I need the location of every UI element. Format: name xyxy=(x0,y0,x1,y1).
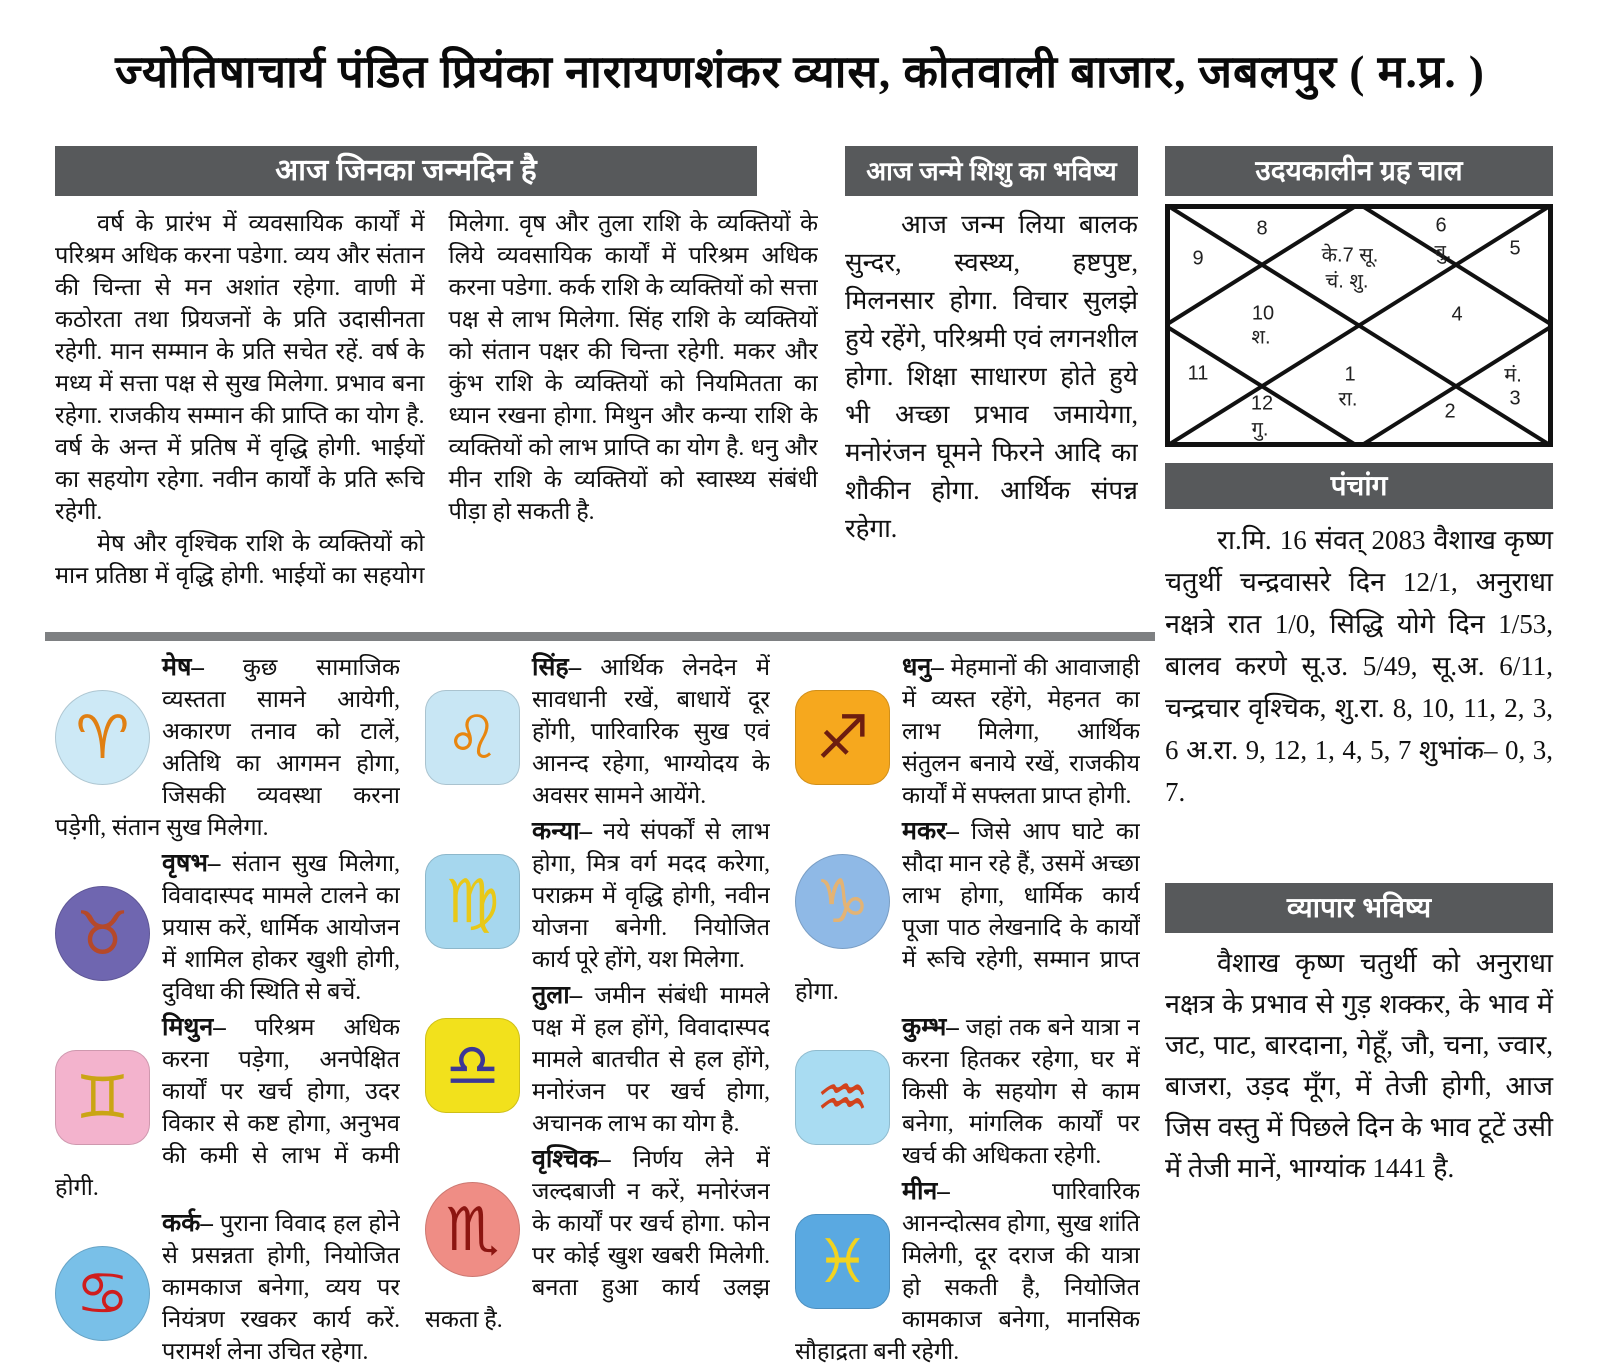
zodiac-sign-name: सिंह– xyxy=(532,654,582,681)
zodiac-entry-kumbh xyxy=(795,1012,1140,1172)
birthday-section xyxy=(55,146,818,612)
zodiac-entry-vrishchik xyxy=(425,1144,770,1336)
gemini-icon: ♊ xyxy=(55,1050,150,1145)
zodiac-entry-kark xyxy=(55,1208,400,1368)
zodiac-entry-meen xyxy=(795,1176,1140,1368)
zodiac-sign-name: मेष– xyxy=(162,654,204,681)
zodiac-sign-name: मीन– xyxy=(902,1178,950,1205)
trade-future-paragraph: वैशाख कृष्ण चतुर्थी को अनुराधा नक्षत्र के प्रभाव से गुड़ शक्कर, के भाव में जट, पाट, बारदाना, गेहूँ, जौ, चना, ज्वार, बाजरा, उड़द मूँग, में तेजी होगी, आज जिस वस्तु में पिछले दिन के भाव टूटें उसी में तेजी मानें, भाग्यांक 1441 है. xyxy=(1165,948,1553,1183)
birthday-paragraph: मेष और वृश्चिक राशि के व्यक्तियों को मान प्रतिष्ठा में वृद्धि होगी. भाईयों का सहयोग मिलेगा. वृष और तुला राशि के व्यक्तियों के लिये व्यवसायिक कार्यों में परिश्रम अधिक करना पडेगा. कर्क राशि के व्यक्तियों को सत्ता पक्ष से लाभ मिलेगा. सिंह राशि के व्यक्तियों को संतान पक्षर की चिन्ता रहेगी. मकर और कुंभ राशि के व्यक्तियों को नियमितता का ध्यान रखना होगा. मिथुन और कन्या राशि के व्यक्तियों को लाभ प्राप्ति का योग है. धनु और मीन राशि के व्यक्तियों को स्वास्थ्य संबंधी पीड़ा हो सकती है. xyxy=(55,211,818,589)
libra-icon: ♎ xyxy=(425,1018,520,1113)
zodiac-entry-vrishabh xyxy=(55,848,400,1008)
section-divider xyxy=(45,632,1155,641)
trade-future-section xyxy=(1165,883,1553,1189)
zodiac-entry-kanya xyxy=(425,816,770,976)
house-6-planets: बु. xyxy=(1434,241,1452,264)
zodiac-sign-name: मकर– xyxy=(902,818,959,845)
zodiac-prediction-text: पुराना विवाद हल होने से प्रसन्नता होगी, नियोजित कामकाज बनेगा, व्यय पर नियंत्रण रखकर कार्य करें. परामर्श लेना उचित रहेगा. xyxy=(162,1211,400,1365)
birthday-section-body xyxy=(55,208,818,612)
capricorn-icon: ♑ xyxy=(795,854,890,949)
house-1-planets: रा. xyxy=(1338,388,1358,411)
zodiac-prediction-text: जमीन संबंधी मामले पक्ष में हल होंगे, विवादास्पद मामले बातचीत से हल होंगे, मनोरंजन पर खर्च होगा, अचानक लाभ का योग है. xyxy=(532,983,770,1137)
zodiac-column-3 xyxy=(795,652,1140,1372)
house-3-label: 3 xyxy=(1509,387,1521,410)
panchang-section xyxy=(1165,463,1553,813)
page-title: ज्योतिषाचार्य पंडित प्रियंका नारायणशंकर व्यास, कोतवाली बाजार, जबलपुर ( म.प्र. ) xyxy=(115,47,1485,97)
aquarius-icon: ♒ xyxy=(795,1050,890,1145)
zodiac-sign-name: कर्क– xyxy=(162,1210,213,1237)
house-10-planets: श. xyxy=(1251,326,1271,349)
house-3-planets: मं. xyxy=(1504,364,1522,387)
house-12-planets: गु. xyxy=(1251,418,1269,441)
birthday-paragraph: वर्ष के प्रारंभ में व्यवसायिक कार्यों में परिश्रम अधिक करना पडेगा. व्यय और संतान की चिन्ता से मन अशांत रहेगा. वाणी में कठोरता तथा प्रियजनों के प्रति उदासीनता रहेगी. मान सम्मान के प्रति सचेत रहें. वर्ष के मध्य में सत्ता पक्ष से सुख मिलेगा. प्रभाव बना रहेगा. राजकीय सम्मान की प्राप्ति का योग है. वर्ष के अन्त में प्रतिष में वृद्धि होगी. भाईयों का सहयोग रहेगा. नवीन कार्यों के प्रति रूचि रहेगी. xyxy=(55,211,425,525)
house-8-label: 8 xyxy=(1256,217,1268,240)
panchang-header: पंचांग xyxy=(1165,463,1553,509)
zodiac-sign-name: कन्या– xyxy=(532,818,593,845)
house-9-label: 9 xyxy=(1192,247,1204,270)
house-11-label: 11 xyxy=(1187,362,1209,385)
zodiac-prediction-text: जहां तक बने यात्रा न करना हितकर रहेगा, घर में किसी के सहयोग से काम बनेगा, मांगलिक कार्यों पर खर्च की अधिकता रहेगी. xyxy=(902,1015,1140,1169)
zodiac-prediction-text: संतान सुख मिलेगा, विवादास्पद मामले टालने का प्रयास करें, धार्मिक आयोजन में शामिल होकर खुशी होगी, दुविधा की स्थिति से बचें. xyxy=(162,851,400,1005)
planet-chart-section xyxy=(1165,146,1553,447)
taurus-icon: ♉ xyxy=(55,886,150,981)
scorpio-icon: ♏ xyxy=(425,1182,520,1277)
zodiac-prediction-text: नये संपर्कों से लाभ होगा, मित्र वर्ग मदद करेगा, पराक्रम में वृद्धि होगी, नवीन योजना बनेगी. नियोजित कार्य पूरे होंगे, यश मिलेगा. xyxy=(532,819,770,973)
house-10-label: 10 xyxy=(1251,302,1275,325)
house-7-label: के.7 सू. xyxy=(1321,244,1379,267)
planet-chart-header: उदयकालीन ग्रह चाल xyxy=(1165,146,1553,196)
virgo-icon: ♍ xyxy=(425,854,520,949)
cancer-icon: ♋ xyxy=(55,1246,150,1341)
birthday-section-header: आज जिनका जन्मदिन है xyxy=(55,146,757,196)
zodiac-prediction-text: कुछ सामाजिक व्यस्तता सामने आयेगी, अकारण तनाव को टालें, अतिथि का आगमन होगा, जिसकी व्यवस्था करना पड़ेगी, संतान सुख मिलेगा. xyxy=(55,655,400,841)
zodiac-sign-name: धनु– xyxy=(902,654,944,681)
trade-future-header: व्यापार भविष्य xyxy=(1165,883,1553,933)
house-2-label: 2 xyxy=(1444,400,1456,423)
zodiac-entry-mesh xyxy=(55,652,400,844)
aries-icon: ♈ xyxy=(55,690,150,785)
leo-icon: ♌ xyxy=(425,690,520,785)
house-5-label: 5 xyxy=(1509,237,1521,260)
zodiac-entry-tula xyxy=(425,980,770,1140)
house-1-label: 1 xyxy=(1344,363,1356,386)
pisces-icon: ♓ xyxy=(795,1214,890,1309)
zodiac-prediction-text: परिश्रम अधिक करना पड़ेगा, अनपेक्षित कार्यों पर खर्च होगा, उदर विकार से कष्ट होगा, अनुभव की कमी से लाभ में कमी होगी. xyxy=(55,1015,400,1201)
house-4-label: 4 xyxy=(1451,303,1463,326)
zodiac-grid xyxy=(55,652,1140,1372)
zodiac-entry-dhanu xyxy=(795,652,1140,812)
house-7-planets: चं. शु. xyxy=(1325,270,1369,293)
baby-future-body xyxy=(845,206,1138,606)
zodiac-prediction-text: निर्णय लेने में जल्दबाजी न करें, मनोरंजन के कार्यों पर खर्च होगा. फोन पर कोई खुश खबरी मिलेगी. बनता हुआ कार्य उलझ सकता है. xyxy=(425,1147,770,1333)
house-6-label: 6 xyxy=(1435,214,1447,237)
trade-future-body xyxy=(1165,943,1553,1189)
sagittarius-icon: ♐ xyxy=(795,690,890,785)
panchang-body xyxy=(1165,519,1553,813)
baby-future-section xyxy=(845,146,1138,606)
zodiac-prediction-text: पारिवारिक आनन्दोत्सव होगा, सुख शांति मिलेगी, दूर दराज की यात्रा हो सकती है, नियोजित कामकाज बनेगा, मानसिक सौहाद्रता बनी रहेगी. xyxy=(795,1179,1140,1365)
zodiac-column-2 xyxy=(425,652,770,1372)
zodiac-column-1 xyxy=(55,652,400,1372)
zodiac-entry-mithun xyxy=(55,1012,400,1204)
baby-future-header: आज जन्मे शिशु का भविष्य xyxy=(845,146,1138,196)
zodiac-sign-name: कुम्भ– xyxy=(902,1014,959,1041)
baby-future-paragraph: आज जन्म लिया बालक सुन्दर, स्वस्थ्य, हष्टपुष्ट, मिलनसार होगा. विचार सुलझे हुये रहेंगे, परिश्रमी एवं लगनशील होगा. शिक्षा साधारण होते हुये भी अच्छा प्रभाव जमायेगा, मनोरंजन घूमने फिरने आदि का शौकीन होगा. आर्थिक संपन्न रहेगा. xyxy=(845,210,1138,543)
panchang-paragraph: रा.मि. 16 संवत् 2083 वैशाख कृष्ण चतुर्थी चन्द्रवासरे दिन 12/1, अनुराधा नक्षत्रे रात 1/0, सिद्धि योगे दिन 1/53, बालव करणे सू.उ. 5/49, सू.अ. 6/11, चन्द्रचार वृश्चिक, शु.रा. 8, 10, 11, 2, 3, 6 अ.रा. 9, 12, 1, 4, 5, 7 शुभांक– 0, 3, 7. xyxy=(1165,525,1553,807)
zodiac-sign-name: मिथुन– xyxy=(162,1014,226,1041)
zodiac-prediction-text: आर्थिक लेनदेन में सावधानी रखें, बाधायें दूर होंगी, पारिवारिक सुख एवं आनन्द रहेगा, भाग्योदय के अवसर सामने आयेंगे. xyxy=(532,655,770,809)
zodiac-entry-makar xyxy=(795,816,1140,1008)
zodiac-sign-name: वृश्चिक– xyxy=(532,1146,611,1173)
kundali-chart xyxy=(1165,204,1553,447)
zodiac-sign-name: तुला– xyxy=(532,982,583,1009)
zodiac-sign-name: वृषभ– xyxy=(162,850,221,877)
zodiac-prediction-text: जिसे आप घाटे का सौदा मान रहे हैं, उसमें अच्छा लाभ होगा, धार्मिक कार्य पूजा पाठ लेखनादि के कार्यों में रूचि रहेगी, सम्मान प्राप्त होगा. xyxy=(795,819,1140,1005)
zodiac-prediction-text: मेहमानों की आवाजाही में व्यस्त रहेंगे, मेहनत का लाभ मिलेगा, आर्थिक संतुलन बनाये रखें, राजकीय कार्यों में सफ्लता प्राप्त होगी. xyxy=(902,655,1140,809)
zodiac-entry-sinh xyxy=(425,652,770,812)
house-12-label: 12 xyxy=(1250,392,1274,415)
